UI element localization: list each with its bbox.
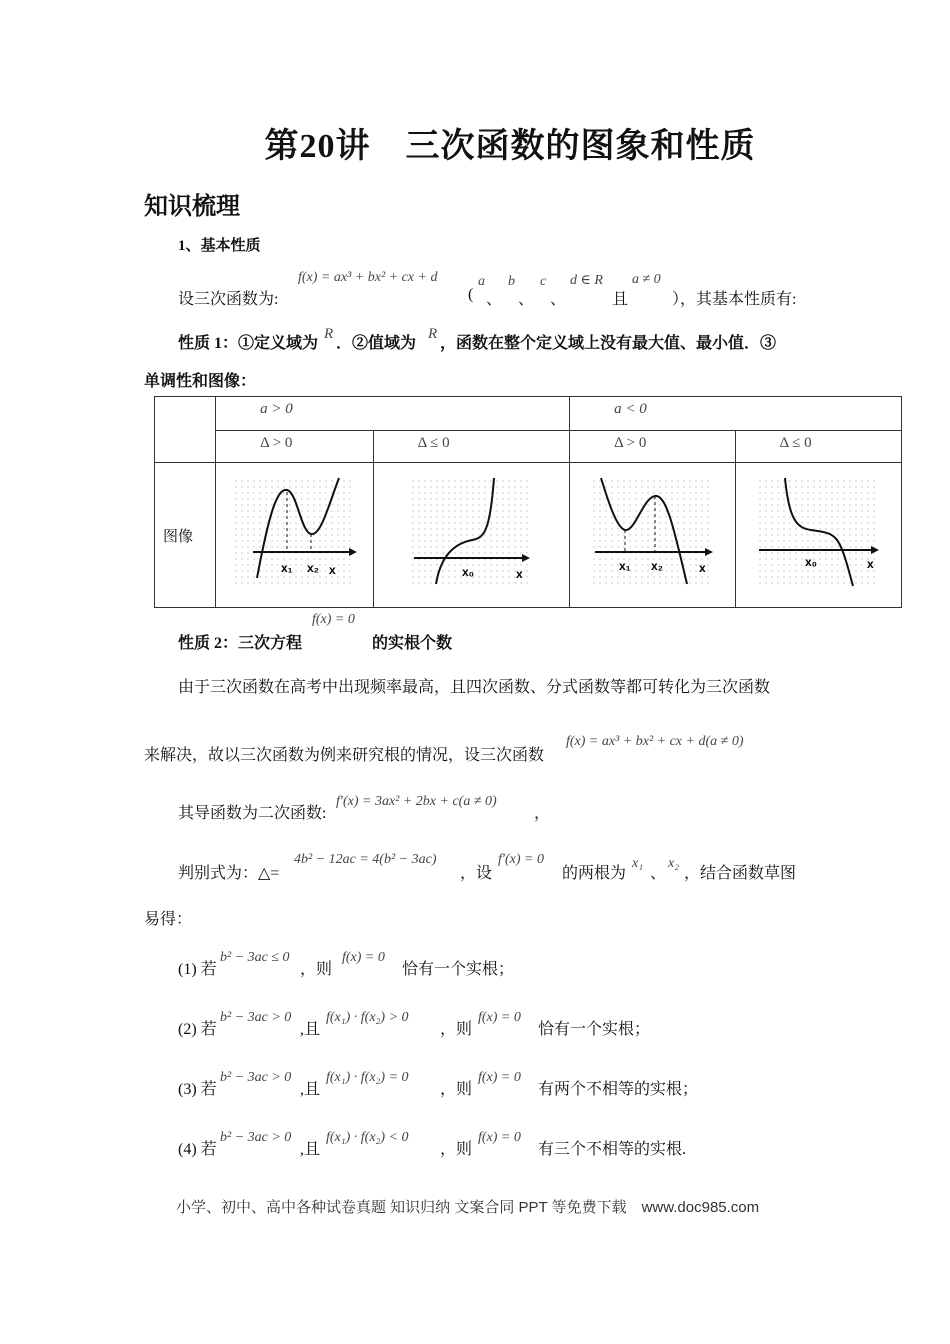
case-then: ，则 xyxy=(440,1141,473,1158)
disc-mid2: 的两根为 xyxy=(562,865,627,882)
header-delta-gt-pos: Δ > 0 xyxy=(216,431,373,463)
intro-sep3: 、 xyxy=(550,291,567,308)
disc-formula: 4b² − 12ac = 4(b² − 3ac) xyxy=(294,852,437,867)
label-x-axis: x xyxy=(516,566,523,581)
case-cond: b² − 3ac > 0 xyxy=(220,1010,292,1025)
paragraph-2-text: 来解决，故以三次函数为例来研究根的情况，设三次函数 xyxy=(144,747,545,764)
disc-tail: ，结合函数草图 xyxy=(684,865,797,882)
disc-sep: 、 xyxy=(650,865,667,882)
case-num: (4) 若 xyxy=(178,1141,217,1158)
graph-a-pos-delta-gt xyxy=(229,474,359,592)
intro-lead: 设三次函数为: xyxy=(178,291,279,308)
case-eq: f(x) = 0 xyxy=(478,1010,521,1025)
paragraph-1: 由于三次函数在高考中出现频率最高，且四次函数、分式函数等都可转化为三次函数 xyxy=(178,679,771,696)
intro-formula: f(x) = ax³ + bx² + cx + d xyxy=(298,270,438,285)
graph-cell-a-neg-delta-le xyxy=(735,463,901,608)
header-delta-le-pos: Δ ≤ 0 xyxy=(373,431,570,463)
monotonicity-table xyxy=(154,396,902,608)
label-x-axis: x xyxy=(699,560,706,575)
prop1-part-c: ，函数在整个定义域上没有最大值、最小值．③ xyxy=(440,335,777,352)
header-a-positive: a > 0 xyxy=(216,397,570,431)
page-title: 第20讲 三次函数的图象和性质 xyxy=(264,128,756,165)
intro-coef-b: b xyxy=(508,274,515,289)
graph-a-neg-delta-gt xyxy=(587,474,717,592)
label-x0: x₀ xyxy=(462,564,475,579)
case-and: ,且 xyxy=(300,1021,321,1038)
case-cond: b² − 3ac ≤ 0 xyxy=(220,950,290,965)
label-x2: x₂ xyxy=(651,558,664,573)
label-x-axis: x xyxy=(329,562,337,577)
case-result: 恰有一个实根； xyxy=(538,1021,651,1038)
intro-paren: ( xyxy=(468,286,474,303)
case-cond: b² − 3ac > 0 xyxy=(220,1070,292,1085)
case-cond: b² − 3ac > 0 xyxy=(220,1130,292,1145)
header-a-negative: a < 0 xyxy=(570,397,902,431)
disc-formula2: f′(x) = 0 xyxy=(498,852,544,867)
prop1-part-a: 性质 1：①定义域为 xyxy=(178,335,319,352)
header-delta-le-neg: Δ ≤ 0 xyxy=(735,431,901,463)
intro-coef-a: a xyxy=(478,274,485,289)
graph-a-pos-delta-le xyxy=(406,474,536,592)
row-label-graph: 图像 xyxy=(155,463,216,608)
case-num: (3) 若 xyxy=(178,1081,217,1098)
derivative-tail: ， xyxy=(534,805,551,822)
prop2-part-a: 性质 2：三次方程 xyxy=(178,635,303,652)
label-x0: x₀ xyxy=(805,554,818,569)
graph-cell-a-neg-delta-gt xyxy=(570,463,735,608)
case-result: 恰有一个实根； xyxy=(402,961,515,978)
derivative-formula: f′(x) = 3ax² + 2bx + c(a ≠ 0) xyxy=(336,794,497,809)
disc-root1: x₁ xyxy=(632,856,644,871)
disc-mid: ，设 xyxy=(460,865,493,882)
graph-a-neg-delta-le xyxy=(753,474,883,592)
label-x1: x₁ xyxy=(281,560,293,575)
graph-cell-a-pos-delta-le xyxy=(373,463,570,608)
case-and: ,且 xyxy=(300,1141,321,1158)
intro-tail: ），其基本性质有: xyxy=(672,291,797,308)
case-result: 有两个不相等的实根； xyxy=(538,1081,699,1098)
disc-root2: x₂ xyxy=(668,856,680,871)
case-eq: f(x) = 0 xyxy=(478,1070,521,1085)
case-eq: f(x) = 0 xyxy=(342,950,385,965)
intro-coef-c: c xyxy=(540,274,547,289)
prop2-formula: f(x) = 0 xyxy=(312,612,355,627)
prop1-part-d: 单调性和图像： xyxy=(144,373,257,390)
case-then: ，则 xyxy=(440,1081,473,1098)
case-and: ,且 xyxy=(300,1081,321,1098)
prop1-r1: R xyxy=(324,326,334,342)
subsection-heading: 1、基本性质 xyxy=(178,238,261,254)
case-then: ，则 xyxy=(440,1021,473,1038)
graph-cell-a-pos-delta-gt xyxy=(216,463,373,608)
paragraph-2-formula: f(x) = ax³ + bx² + cx + d(a ≠ 0) xyxy=(566,734,744,749)
label-x2: x₂ xyxy=(307,560,320,575)
case-then: ，则 xyxy=(300,961,333,978)
derivative-text: 其导函数为二次函数: xyxy=(178,805,327,822)
case-cond2: f(x₁) · f(x₂) > 0 xyxy=(326,1010,409,1025)
case-cond2: f(x₁) · f(x₂) < 0 xyxy=(326,1130,409,1145)
section-heading: 知识梳理 xyxy=(144,194,240,220)
table-corner xyxy=(155,397,216,463)
label-x1: x₁ xyxy=(619,558,631,573)
disc-text: 判别式为：△= xyxy=(178,865,280,882)
footer-note: 小学、初中、高中各种试卷真题 知识归纳 文案合同 PPT 等免费下载 www.doc985.com xyxy=(176,1199,760,1216)
case-result: 有三个不相等的实根. xyxy=(538,1141,687,1158)
header-delta-gt-neg: Δ > 0 xyxy=(570,431,735,463)
prop2-part-b: 的实根个数 xyxy=(372,635,453,652)
intro-and: 且 xyxy=(612,291,629,308)
case-num: (1) 若 xyxy=(178,961,217,978)
intro-coef-d: d ∈ R xyxy=(570,273,603,288)
case-cond2: f(x₁) · f(x₂) = 0 xyxy=(326,1070,409,1085)
intro-cond: a ≠ 0 xyxy=(632,272,661,287)
intro-sep2: 、 xyxy=(518,291,535,308)
prop1-r2: R xyxy=(428,326,438,342)
case-num: (2) 若 xyxy=(178,1021,217,1038)
disc-cont: 易得： xyxy=(144,911,193,928)
intro-sep1: 、 xyxy=(486,291,503,308)
prop1-part-b: ．②值域为 xyxy=(336,335,417,352)
case-eq: f(x) = 0 xyxy=(478,1130,521,1145)
label-x-axis: x xyxy=(867,556,874,571)
